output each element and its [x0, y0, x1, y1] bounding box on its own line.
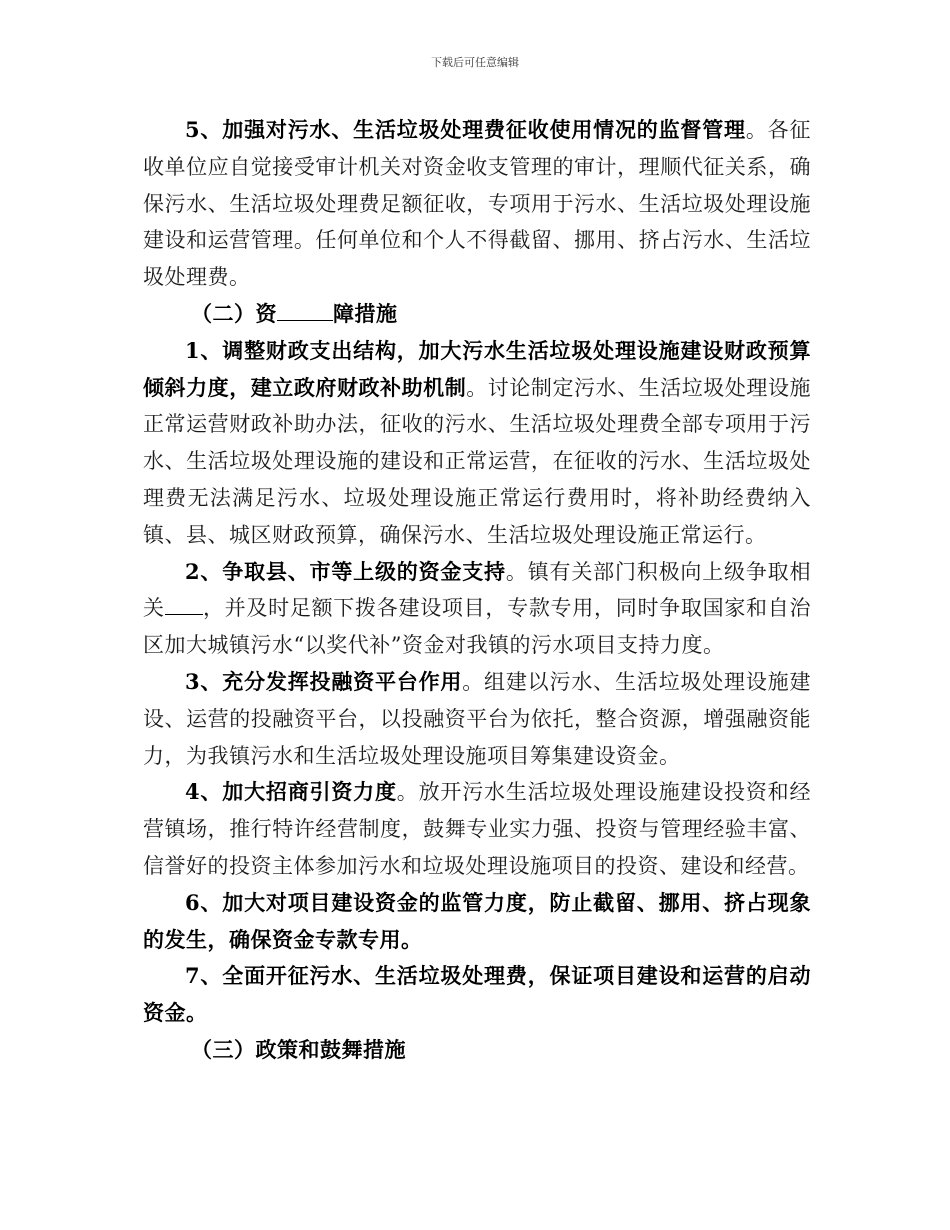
paragraph-text: 。镇有关部门积极向上级争取相关	[143, 559, 811, 621]
paragraph-3-platform	[143, 664, 811, 774]
paragraph-1-budget	[143, 333, 811, 554]
paragraph-text: ，并及时足额下拨各建设项目，专款专用，同时争取国家和自治区加大城镇污水“以奖代补”资金对我镇的污水项目支持力度。	[143, 596, 812, 658]
paragraph-7-fees	[143, 958, 811, 1032]
section-heading-part: （二）资	[191, 300, 277, 326]
page-header: 下载后可任意编辑	[431, 56, 519, 69]
section-heading-part: 障措施	[333, 300, 398, 326]
section-heading-2	[143, 296, 811, 333]
paragraph-4-investment	[143, 774, 811, 884]
paragraph-2-funding	[143, 554, 811, 664]
paragraph-heading: 2、争取县、市等上级的资金支持	[185, 558, 506, 584]
paragraph-heading: 7、全面开征污水、生活垃圾处理费，保证项目建设和运营的启动资金。	[143, 963, 811, 1026]
blank-underline	[277, 320, 333, 321]
paragraph-6-oversight	[143, 885, 811, 959]
paragraph-5-supervision	[143, 112, 811, 296]
section-heading-3: （三）政策和鼓舞措施	[191, 1036, 406, 1062]
paragraph-heading: 6、加大对项目建设资金的监管力度，防止截留、挪用、挤占现象的发生，确保资金专款专用。	[143, 889, 811, 952]
paragraph-heading: 5、加强对污水、生活垃圾处理费征收使用情况的监督管理	[185, 117, 746, 142]
paragraph-text: 。讨论制定污水、生活垃圾处理设施正常运营财政补助办法，征收的污水、生活垃圾处理费全部专项用于污水、生活垃圾处理设施的建设和正常运营，在征收的污水、生活垃圾处理费无法满足污水、垃圾处理设施正常运行费用时，将补助经费纳入镇、县、城区财政预算，确保污水、生活垃圾处理设施正常运行。	[143, 375, 811, 547]
paragraph-heading: 1、调整财政支出结构，加大污水生活垃圾处理设施建设财政预算倾斜力度，建立政府财政补助机制	[143, 337, 811, 400]
paragraph-text: 。组建以污水、生活垃圾处理设施建设、运营的投融资平台，以投融资平台为依托，整合资源，增强融资能力，为我镇污水和生活垃圾处理设施项目筹集建设资金。	[143, 669, 811, 768]
blank-underline	[165, 614, 203, 615]
paragraph-heading: 4、加大招商引资力度	[185, 779, 397, 805]
paragraph-text: 。各征收单位应自觉接受审计机关对资金收支管理的审计，理顺代征关系，确保污水、生活垃圾处理费足额征收，专项用于污水、生活垃圾处理设施建设和运营管理。任何单位和个人不得截留、挪用、挤占污水、生活垃圾处理费。	[143, 118, 811, 290]
document-body	[143, 112, 811, 1069]
paragraph-text: 。放开污水生活垃圾处理设施建设投资和经营镇场，推行特许经营制度，鼓舞专业实力强、投资与管理经验丰富、信誉好的投资主体参加污水和垃圾处理设施项目的投资、建设和经营。	[143, 780, 811, 878]
paragraph-heading: 3、充分发挥投融资平台作用	[185, 668, 463, 694]
